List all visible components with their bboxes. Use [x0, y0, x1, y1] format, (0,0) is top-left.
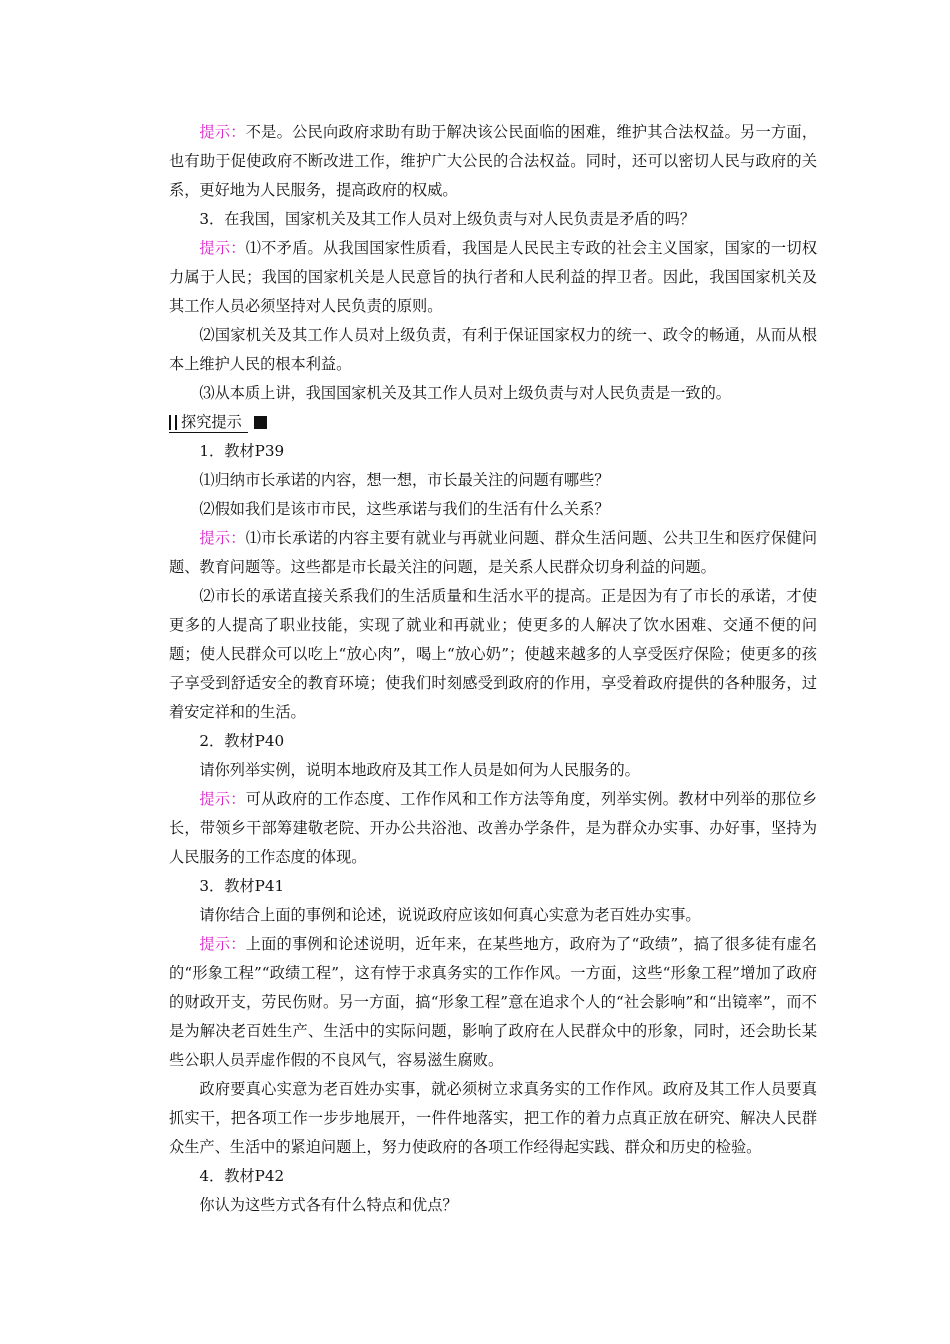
paragraph: 提示：上面的事例和论述说明，近年来，在某些地方，政府为了“政绩”，搞了很多徒有虚名的“形象工程”“政绩工程”，这有悖于求真务实的工作作风。一方面，这些“形象工程”增加了政府的财政开支，劳民伤财。另一方面，搞“形象工程”意在追求个人的“社会影响”和“出镜率”，而不是为解决老百姓生产、生活中的实际问题，影响了政府在人民群众中的形象，同时，还会助长某些公职人员弄虚作假的不良风气，容易滋生腐败。 — [169, 935, 817, 1069]
paragraph: 提示：不是。公民向政府求助有助于解决该公民面临的困难，维护其合法权益。另一方面，也有助于促使政府不断改进工作，维护广大公民的合法权益。同时，还可以密切人民与政府的关系，更好地为人民服务，提高政府的权威。 — [169, 123, 818, 199]
paragraph: 提示：可从政府的工作态度、工作作风和工作方法等角度，列举实例。教材中列举的那位乡长，带领乡干部筹建敬老院、开办公共浴池、改善办学条件，是为群众办实事、办好事，坚持为人民服务的工作态度的体现。 — [169, 790, 818, 866]
document-page — [169, 118, 817, 1220]
hint-label: 提示： — [199, 123, 246, 141]
question: 请你列举实例，说明本地政府及其工作人员是如何为人民服务的。 — [199, 761, 640, 779]
paragraph: ⑵国家机关及其工作人员对上级负责，有利于保证国家权力的统一、政令的畅通，从而从根本上维护人民的根本利益。 — [169, 326, 817, 373]
hint-label: 提示： — [199, 239, 246, 257]
paragraph: 提示：⑴不矛盾。从我国国家性质看，我国是人民民主专政的社会主义国家，国家的一切权力属于人民；我国的国家机关是人民意旨的执行者和人民利益的捍卫者。因此，我国国家机关及其工作人员必须坚持对人民负责的原则。 — [169, 239, 818, 315]
question: ⑵假如我们是该市市民，这些承诺与我们的生活有什么关系？ — [199, 500, 610, 518]
section-title: 探究提示 — [181, 412, 242, 431]
hint-label: 提示： — [199, 935, 246, 953]
item-heading: 1．教材P39 — [199, 442, 285, 460]
question: 请你结合上面的事例和论述，说说政府应该如何真心实意为老百姓办实事。 — [199, 906, 701, 924]
bar-icon — [169, 415, 171, 430]
paragraph: ⑵市长的承诺直接关系我们的生活质量和生活水平的提高。正是因为有了市长的承诺，才使更多的人提高了职业技能，实现了就业和再就业；使更多的人解决了饮水困难、交通不便的问题；使人民群众可以吃上“放心肉”，喝上“放心奶”；使越来越多的人享受医疗保险；使更多的孩子享受到舒适安全的教育环境；使我们时刻感受到政府的作用，享受着政府提供的各种服务，过着安定祥和的生活。 — [169, 587, 817, 721]
question: ⑴归纳市长承诺的内容，想一想，市长最关注的问题有哪些？ — [199, 471, 610, 489]
hint-label: 提示： — [199, 790, 246, 808]
item-heading: 3．教材P41 — [199, 877, 285, 895]
item-heading: 2．教材P40 — [199, 732, 285, 750]
question: 3．在我国，国家机关及其工作人员对上级负责与对人民负责是矛盾的吗？ — [199, 210, 696, 228]
section-heading — [169, 408, 817, 437]
hint-label: 提示： — [199, 529, 246, 547]
square-icon — [254, 416, 267, 429]
paragraph: ⑶从本质上讲，我国国家机关及其工作人员对上级负责与对人民负责是一致的。 — [199, 384, 731, 402]
paragraph: 提示：⑴市长承诺的内容主要有就业与再就业问题、群众生活问题、公共卫生和医疗保健问题、教育问题等。这些都是市长最关注的问题，是关系人民群众切身利益的问题。 — [169, 529, 818, 576]
bar-icon — [175, 415, 177, 430]
item-heading: 4．教材P42 — [199, 1167, 285, 1185]
question: 你认为这些方式各有什么特点和优点？ — [199, 1196, 458, 1214]
paragraph: 政府要真心实意为老百姓办实事，就必须树立求真务实的工作作风。政府及其工作人员要真抓实干，把各项工作一步步地展开，一件件地落实，把工作的着力点真正放在研究、解决人民群众生产、生活中的紧迫问题上，努力使政府的各项工作经得起实践、群众和历史的检验。 — [169, 1080, 817, 1156]
